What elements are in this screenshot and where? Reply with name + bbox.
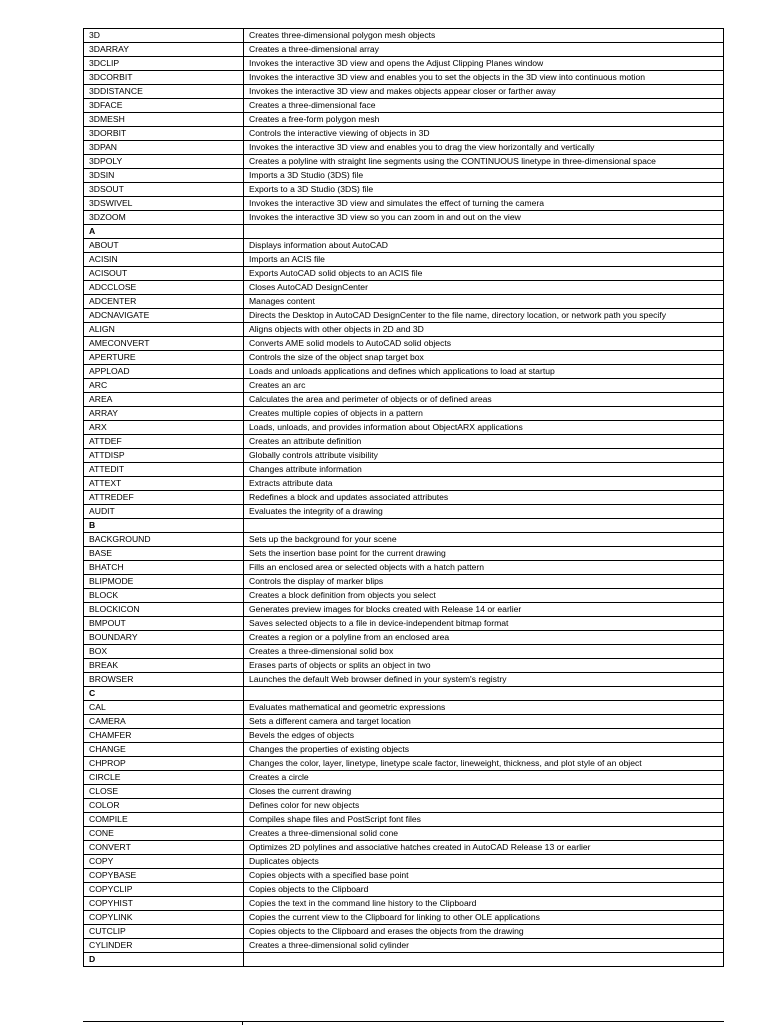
command-name: BASE — [84, 547, 244, 561]
command-description: Displays information about AutoCAD — [244, 239, 724, 253]
command-description: Copies the current view to the Clipboard for linking to other OLE applications — [244, 911, 724, 925]
section-letter: D — [84, 953, 244, 967]
command-name: AREA — [84, 393, 244, 407]
command-name: 3DSWIVEL — [84, 197, 244, 211]
table-row — [84, 799, 724, 813]
command-name: BMPOUT — [84, 617, 244, 631]
command-name: BACKGROUND — [84, 533, 244, 547]
table-row — [84, 603, 724, 617]
command-table — [83, 28, 724, 967]
command-name: CUTCLIP — [84, 925, 244, 939]
command-description: Bevels the edges of objects — [244, 729, 724, 743]
command-name: COPY — [84, 855, 244, 869]
command-description — [244, 953, 724, 967]
table-row — [84, 197, 724, 211]
command-description: Invokes the interactive 3D view so you can zoom in and out on the view — [244, 211, 724, 225]
command-description: Launches the default Web browser defined in your system's registry — [244, 673, 724, 687]
command-name: BLOCKICON — [84, 603, 244, 617]
table-row — [84, 659, 724, 673]
command-table-body — [84, 29, 724, 967]
table-row — [84, 561, 724, 575]
command-description: Loads and unloads applications and defines which applications to load at startup — [244, 365, 724, 379]
section-letter: C — [84, 687, 244, 701]
command-name: CHPROP — [84, 757, 244, 771]
table-row — [84, 183, 724, 197]
command-name: 3DPAN — [84, 141, 244, 155]
table-row — [84, 169, 724, 183]
command-description: Optimizes 2D polylines and associative hatches created in AutoCAD Release 13 or earlier — [244, 841, 724, 855]
table-row — [84, 57, 724, 71]
command-description — [244, 519, 724, 533]
command-description: Copies objects to the Clipboard and erases the objects from the drawing — [244, 925, 724, 939]
table-row — [84, 757, 724, 771]
command-name: ARRAY — [84, 407, 244, 421]
table-row — [84, 491, 724, 505]
command-name: ACISOUT — [84, 267, 244, 281]
table-row — [84, 85, 724, 99]
command-description: Creates a three-dimensional array — [244, 43, 724, 57]
command-name: CHANGE — [84, 743, 244, 757]
table-row — [84, 617, 724, 631]
table-row — [84, 407, 724, 421]
command-name: 3DFACE — [84, 99, 244, 113]
table-row — [84, 435, 724, 449]
command-description: Controls the display of marker blips — [244, 575, 724, 589]
command-description: Sets a different camera and target location — [244, 715, 724, 729]
command-description: Closes the current drawing — [244, 785, 724, 799]
table-row — [84, 589, 724, 603]
table-row — [84, 631, 724, 645]
command-name: CLOSE — [84, 785, 244, 799]
table-row — [84, 309, 724, 323]
command-description: Creates a block definition from objects you select — [244, 589, 724, 603]
command-description: Globally controls attribute visibility — [244, 449, 724, 463]
command-description: Changes attribute information — [244, 463, 724, 477]
command-name: ARX — [84, 421, 244, 435]
command-name: 3DORBIT — [84, 127, 244, 141]
command-description: Exports to a 3D Studio (3DS) file — [244, 183, 724, 197]
command-name: ACISIN — [84, 253, 244, 267]
next-page-table-edge — [83, 1021, 724, 1025]
command-description: Fills an enclosed area or selected objects with a hatch pattern — [244, 561, 724, 575]
table-row — [84, 211, 724, 225]
table-row — [84, 743, 724, 757]
table-row — [84, 463, 724, 477]
section-letter: A — [84, 225, 244, 239]
command-description: Creates a free-form polygon mesh — [244, 113, 724, 127]
command-name: 3D — [84, 29, 244, 43]
command-name: 3DCLIP — [84, 57, 244, 71]
command-name: CIRCLE — [84, 771, 244, 785]
command-name: ATTEDIT — [84, 463, 244, 477]
command-name: 3DMESH — [84, 113, 244, 127]
command-description: Erases parts of objects or splits an object in two — [244, 659, 724, 673]
table-row — [84, 813, 724, 827]
command-name: BLIPMODE — [84, 575, 244, 589]
table-row — [84, 155, 724, 169]
command-description: Creates an attribute definition — [244, 435, 724, 449]
command-description — [244, 687, 724, 701]
command-description: Creates a three-dimensional face — [244, 99, 724, 113]
table-row — [84, 575, 724, 589]
command-name: BLOCK — [84, 589, 244, 603]
command-description: Copies the text in the command line history to the Clipboard — [244, 897, 724, 911]
command-description: Directs the Desktop in AutoCAD DesignCenter to the file name, directory location, or network path you specify — [244, 309, 724, 323]
command-description: Generates preview images for blocks created with Release 14 or earlier — [244, 603, 724, 617]
command-name: BOUNDARY — [84, 631, 244, 645]
command-description: Creates a region or a polyline from an enclosed area — [244, 631, 724, 645]
command-name: ATTREDEF — [84, 491, 244, 505]
table-row — [84, 267, 724, 281]
command-description: Changes the properties of existing objects — [244, 743, 724, 757]
table-row — [84, 127, 724, 141]
command-description: Controls the interactive viewing of objects in 3D — [244, 127, 724, 141]
command-name: CAMERA — [84, 715, 244, 729]
table-row — [84, 477, 724, 491]
command-name: ATTDEF — [84, 435, 244, 449]
command-name: ABOUT — [84, 239, 244, 253]
command-description: Sets the insertion base point for the current drawing — [244, 547, 724, 561]
table-row — [84, 729, 724, 743]
command-description: Evaluates mathematical and geometric expressions — [244, 701, 724, 715]
table-row — [84, 449, 724, 463]
command-description: Imports an ACIS file — [244, 253, 724, 267]
table-row — [84, 673, 724, 687]
command-description: Controls the size of the object snap target box — [244, 351, 724, 365]
section-header-row — [84, 687, 724, 701]
command-name: ADCNAVIGATE — [84, 309, 244, 323]
command-description: Compiles shape files and PostScript font files — [244, 813, 724, 827]
command-description: Manages content — [244, 295, 724, 309]
command-name: COPYCLIP — [84, 883, 244, 897]
table-row — [84, 113, 724, 127]
command-description: Creates a circle — [244, 771, 724, 785]
command-description: Creates a polyline with straight line segments using the CONTINUOUS linetype in three-dimensional space — [244, 155, 724, 169]
command-description: Invokes the interactive 3D view and makes objects appear closer or farther away — [244, 85, 724, 99]
command-description: Copies objects with a specified base point — [244, 869, 724, 883]
command-name: 3DPOLY — [84, 155, 244, 169]
table-row — [84, 393, 724, 407]
table-row — [84, 71, 724, 85]
command-description: Creates multiple copies of objects in a pattern — [244, 407, 724, 421]
table-row — [84, 645, 724, 659]
table-row — [84, 323, 724, 337]
command-name: ADCENTER — [84, 295, 244, 309]
command-description: Exports AutoCAD solid objects to an ACIS file — [244, 267, 724, 281]
table-row — [84, 365, 724, 379]
command-description: Creates an arc — [244, 379, 724, 393]
section-header-row — [84, 519, 724, 533]
command-description: Aligns objects with other objects in 2D and 3D — [244, 323, 724, 337]
table-row — [84, 141, 724, 155]
table-row — [84, 99, 724, 113]
table-row — [84, 883, 724, 897]
table-row — [84, 771, 724, 785]
command-description: Saves selected objects to a file in device-independent bitmap format — [244, 617, 724, 631]
table-row — [84, 869, 724, 883]
command-name: ARC — [84, 379, 244, 393]
table-row — [84, 337, 724, 351]
table-row — [84, 841, 724, 855]
table-row — [84, 897, 724, 911]
command-description: Copies objects to the Clipboard — [244, 883, 724, 897]
command-description: Calculates the area and perimeter of objects or of defined areas — [244, 393, 724, 407]
table-row — [84, 911, 724, 925]
table-row — [84, 547, 724, 561]
table-row — [84, 351, 724, 365]
table-row — [84, 533, 724, 547]
command-description: Changes the color, layer, linetype, linetype scale factor, lineweight, thickness, and plot style of an object — [244, 757, 724, 771]
table-row — [84, 281, 724, 295]
table-row — [84, 827, 724, 841]
table-row — [84, 715, 724, 729]
command-name: ATTEXT — [84, 477, 244, 491]
command-name: 3DARRAY — [84, 43, 244, 57]
command-description: Converts AME solid models to AutoCAD solid objects — [244, 337, 724, 351]
command-description: Creates a three-dimensional solid cylinder — [244, 939, 724, 953]
command-name: ALIGN — [84, 323, 244, 337]
table-row — [84, 295, 724, 309]
command-description: Defines color for new objects — [244, 799, 724, 813]
command-description: Extracts attribute data — [244, 477, 724, 491]
command-name: BROWSER — [84, 673, 244, 687]
command-description: Redefines a block and updates associated attributes — [244, 491, 724, 505]
command-name: ADCCLOSE — [84, 281, 244, 295]
section-header-row — [84, 225, 724, 239]
table-row — [84, 29, 724, 43]
command-name: BREAK — [84, 659, 244, 673]
table-row — [84, 925, 724, 939]
command-name: AMECONVERT — [84, 337, 244, 351]
table-row — [84, 505, 724, 519]
command-name: 3DDISTANCE — [84, 85, 244, 99]
command-name: CAL — [84, 701, 244, 715]
table-row — [84, 253, 724, 267]
command-name: APPLOAD — [84, 365, 244, 379]
table-row — [84, 785, 724, 799]
command-description: Invokes the interactive 3D view and enables you to drag the view horizontally and vertically — [244, 141, 724, 155]
section-letter: B — [84, 519, 244, 533]
table-row — [84, 939, 724, 953]
command-name: COPYHIST — [84, 897, 244, 911]
table-row — [84, 701, 724, 715]
command-name: 3DZOOM — [84, 211, 244, 225]
command-description: Creates a three-dimensional solid cone — [244, 827, 724, 841]
command-name: COPYLINK — [84, 911, 244, 925]
command-description: Creates a three-dimensional solid box — [244, 645, 724, 659]
command-name: CHAMFER — [84, 729, 244, 743]
command-description: Duplicates objects — [244, 855, 724, 869]
command-name: ATTDISP — [84, 449, 244, 463]
command-name: APERTURE — [84, 351, 244, 365]
command-name: COMPILE — [84, 813, 244, 827]
command-name: 3DCORBIT — [84, 71, 244, 85]
command-description: Imports a 3D Studio (3DS) file — [244, 169, 724, 183]
command-description: Invokes the interactive 3D view and enables you to set the objects in the 3D view into continuous motion — [244, 71, 724, 85]
command-name: AUDIT — [84, 505, 244, 519]
table-row — [84, 43, 724, 57]
command-name: BHATCH — [84, 561, 244, 575]
command-description: Loads, unloads, and provides information about ObjectARX applications — [244, 421, 724, 435]
command-name: COLOR — [84, 799, 244, 813]
command-description — [244, 225, 724, 239]
command-name: COPYBASE — [84, 869, 244, 883]
table-row — [84, 239, 724, 253]
command-description: Closes AutoCAD DesignCenter — [244, 281, 724, 295]
command-description: Sets up the background for your scene — [244, 533, 724, 547]
command-name: CONE — [84, 827, 244, 841]
command-name: BOX — [84, 645, 244, 659]
command-description: Creates three-dimensional polygon mesh objects — [244, 29, 724, 43]
command-name: CYLINDER — [84, 939, 244, 953]
section-header-row — [84, 953, 724, 967]
command-description: Evaluates the integrity of a drawing — [244, 505, 724, 519]
table-row — [84, 855, 724, 869]
command-name: 3DSOUT — [84, 183, 244, 197]
command-name: CONVERT — [84, 841, 244, 855]
command-description: Invokes the interactive 3D view and simulates the effect of turning the camera — [244, 197, 724, 211]
command-description: Invokes the interactive 3D view and opens the Adjust Clipping Planes window — [244, 57, 724, 71]
table-row — [84, 421, 724, 435]
command-name: 3DSIN — [84, 169, 244, 183]
table-row — [84, 379, 724, 393]
